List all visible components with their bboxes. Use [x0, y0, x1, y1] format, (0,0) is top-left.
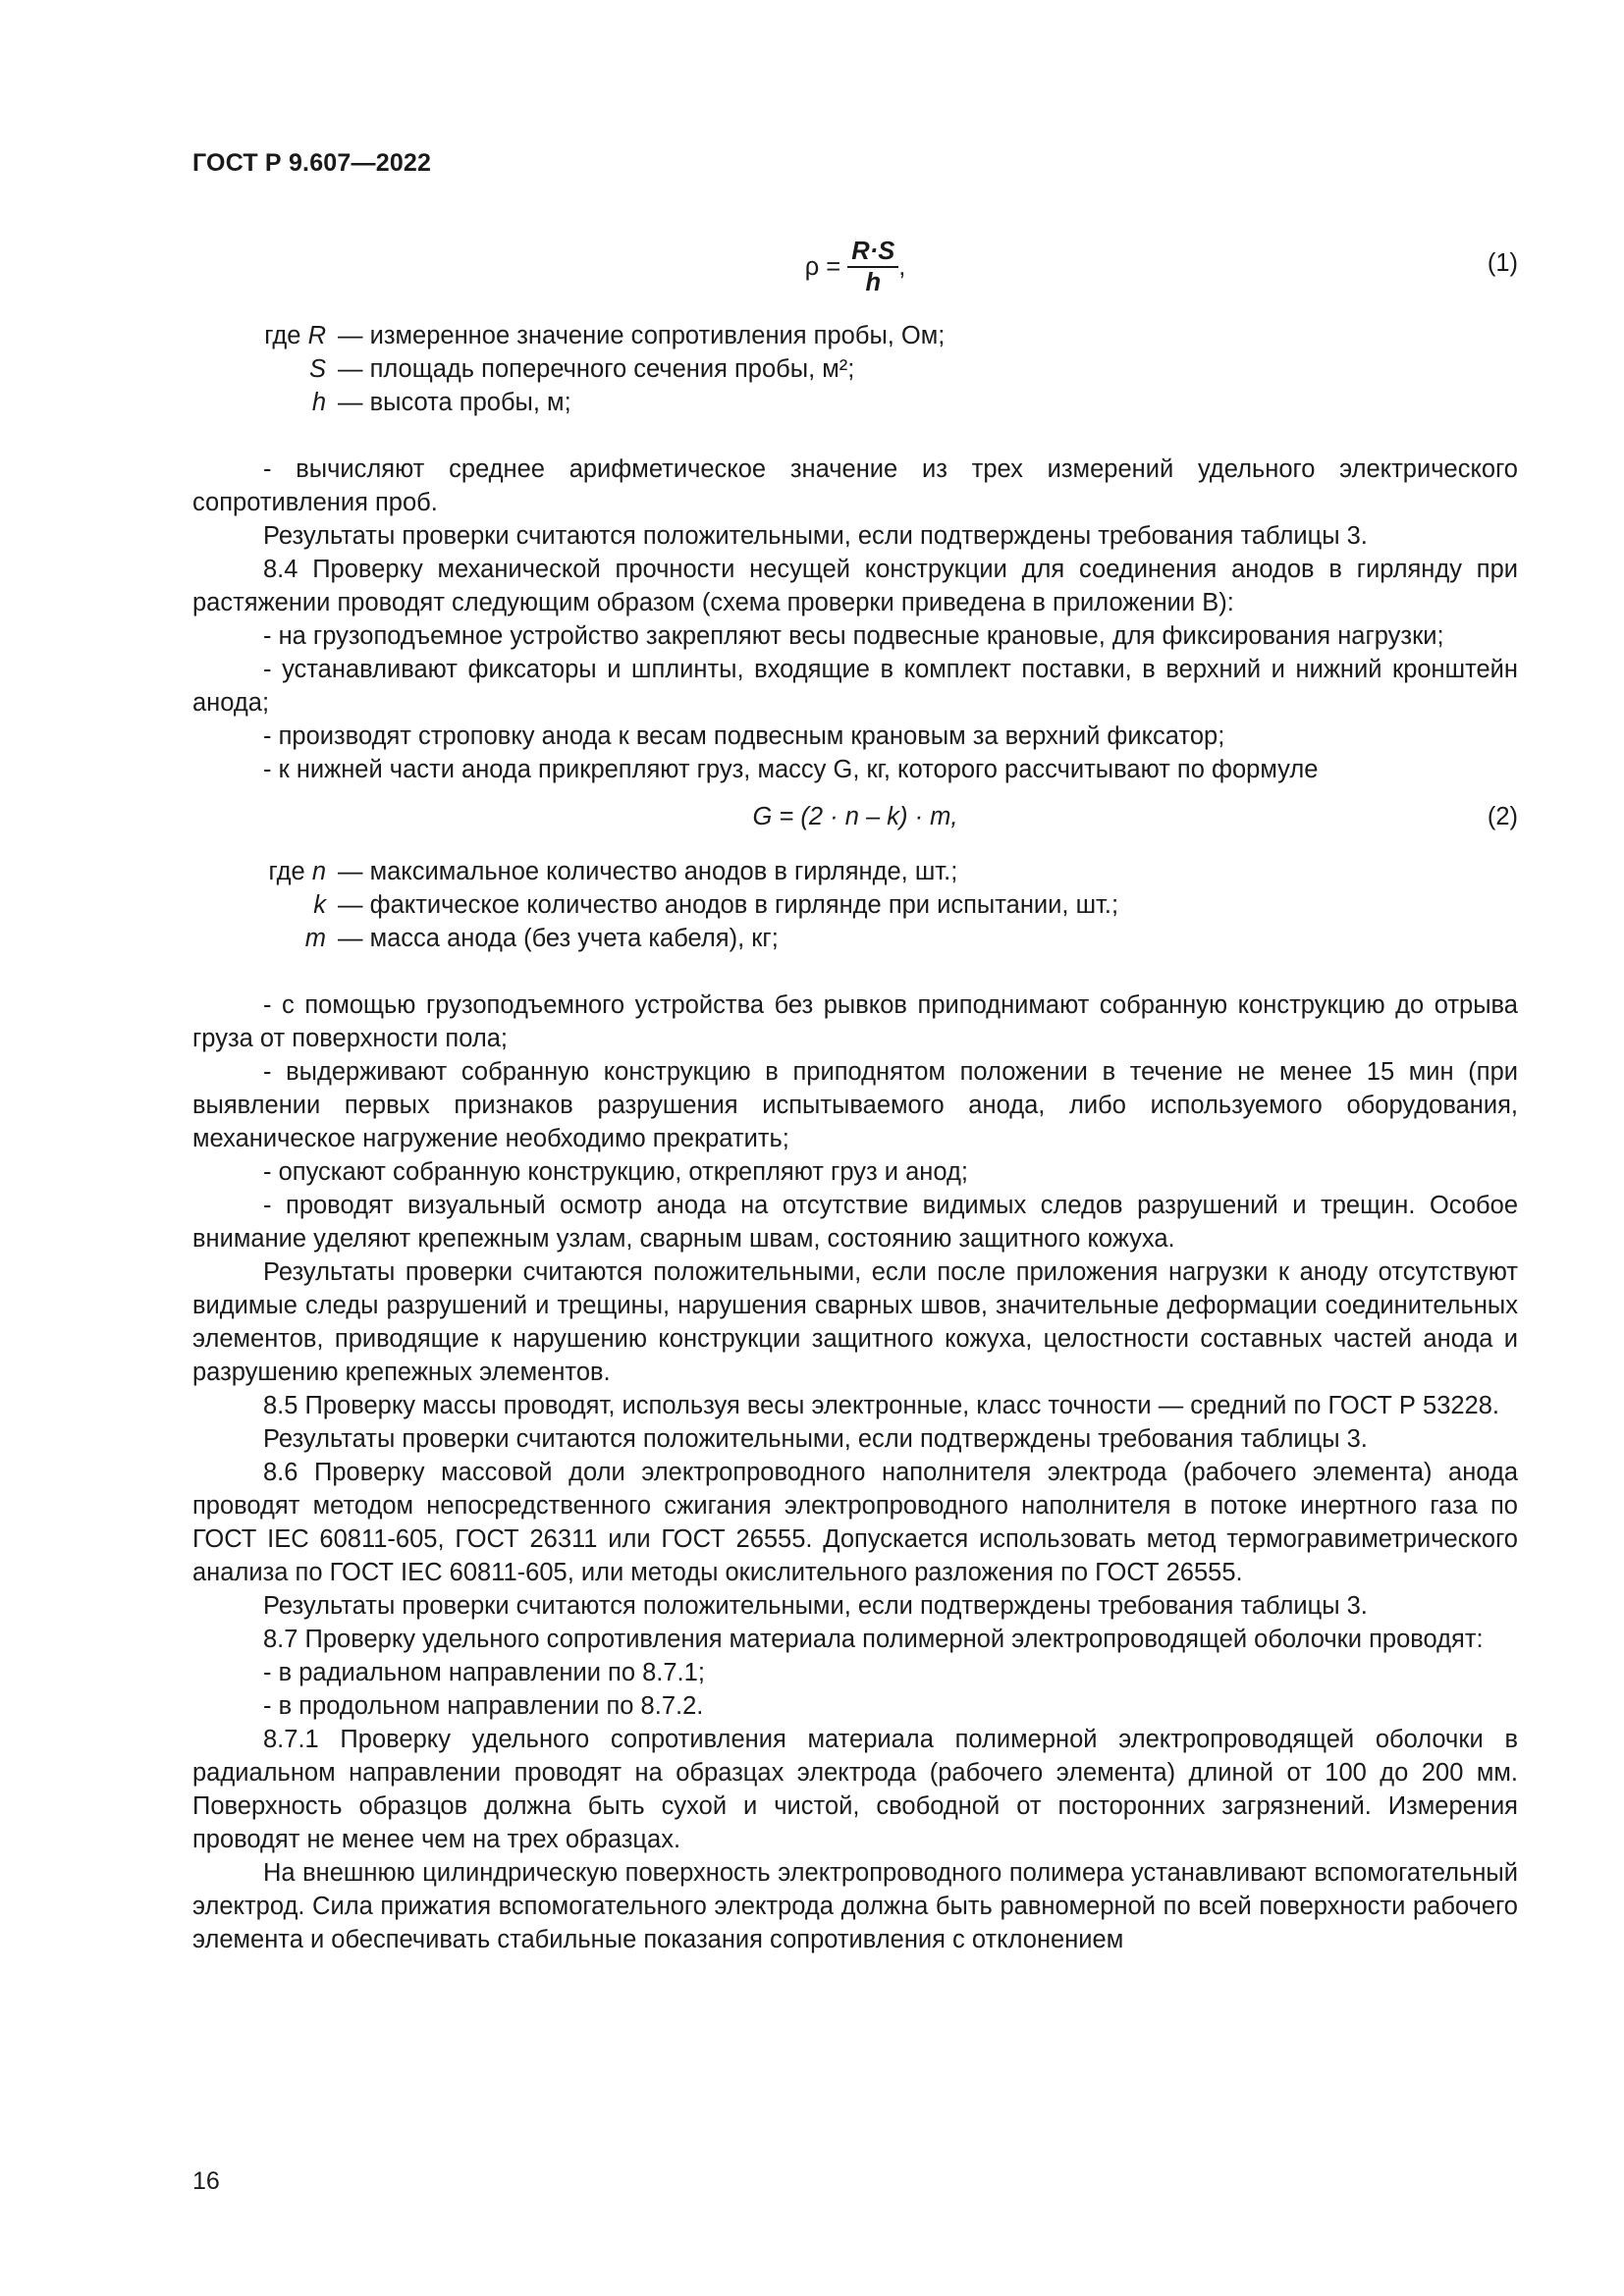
paragraph: - в продольном направлении по 8.7.2. — [263, 1692, 704, 1720]
paragraph: Результаты проверки считаются положительными, если подтверждены требования таблицы 3. — [263, 522, 1368, 550]
eq2-body: G = (2 · n – k) · m, — [752, 803, 958, 830]
paragraph: Результаты проверки считаются положительными, если подтверждены требования таблицы 3. — [263, 1425, 1368, 1453]
paragraph: 8.6 Проверку массовой доли электропроводного наполнителя электрода (рабочего элемента) анода проводят методом непосредственного сжигания электропроводного наполнителя в потоке инертного газа по ГОСТ IEC 60811-605, ГОСТ 26311 или ГОСТ 26555. Допускается использовать метод термогравиметрического анализа по ГОСТ IEC 60811-605, или методы окислительного разложения по ГОСТ 26555. — [192, 1459, 1518, 1586]
where-row — [192, 386, 1518, 419]
where-symbol: S — [308, 355, 326, 383]
where-symbol: R — [307, 322, 326, 349]
paragraph: На внешнюю цилиндрическую поверхность электропроводного полимера устанавливают вспомогательный электрод. Сила прижатия вспомогательного электрода должна быть равномерной по всей поверхности рабочего элемента и обеспечивать стабильные показания сопротивления с отклонением — [192, 1859, 1518, 1953]
paragraph: - проводят визуальный осмотр анода на отсутствие видимых следов разрушений и трещин. Особое внимание уделяют крепежным узлам, сварным швам, состоянию защитного кожуха. — [192, 1192, 1518, 1253]
paragraph: - в радиальном направлении по 8.7.1; — [263, 1659, 705, 1686]
equation-1 — [192, 231, 1518, 319]
paragraph: - к нижней части анода прикрепляют груз, массу G, кг, которого рассчитывают по формуле — [263, 756, 1319, 783]
where-row — [192, 319, 1518, 352]
eq1-number: (1) — [1487, 249, 1518, 277]
paragraph: - производят строповку анода к весам подвесным крановым за верхний фиксатор; — [263, 722, 1225, 750]
where-symbol: n — [311, 858, 326, 885]
where-symbol: h — [311, 389, 326, 416]
where-text: — максимальное количество анодов в гирлянде, шт.; — [338, 858, 958, 885]
eq1-numerator: R·S — [847, 237, 898, 268]
where-symbol: k — [313, 891, 326, 919]
eq1-fraction — [847, 237, 898, 297]
paragraph: 8.7 Проверку удельного сопротивления материала полимерной электропроводящей оболочки проводят: — [263, 1626, 1484, 1653]
where-row — [192, 855, 1518, 888]
where-symbol: m — [304, 925, 326, 952]
eq1-denominator: h — [865, 269, 882, 296]
where-prefix: где — [264, 322, 301, 349]
paragraph: Результаты проверки считаются положительными, если подтверждены требования таблицы 3. — [263, 1592, 1368, 1620]
where-row — [192, 888, 1518, 922]
eq1-lhs: ρ = — [804, 253, 841, 281]
paragraph: 8.4 Проверку механической прочности несущей конструкции для соединения анодов в гирлянду при растяжении проводят следующим образом (схема проверки приведена в приложении В): — [192, 556, 1518, 616]
paragraph: - на грузоподъемное устройство закрепляют весы подвесные крановые, для фиксирования нагрузки; — [263, 622, 1444, 650]
where-text: — высота пробы, м; — [338, 389, 571, 416]
where-prefix: где — [268, 858, 305, 885]
where-text: — измеренное значение сопротивления пробы, Ом; — [338, 322, 946, 349]
paragraph: - устанавливают фиксаторы и шплинты, входящие в комплект поставки, в верхний и нижний кронштейн анода; — [192, 656, 1518, 717]
paragraph: Результаты проверки считаются положительными, если после приложения нагрузки к аноду отсутствуют видимые следы разрушений и трещины, нарушения сварных швов, значительные деформации соединительных элементов, приводящие к нарушению конструкции защитного кожуха, целостности составных частей анода и разрушению крепежных элементов. — [192, 1258, 1518, 1386]
equation-2 — [192, 786, 1518, 855]
where-list-1 — [192, 319, 1518, 419]
where-text: — площадь поперечного сечения пробы, м²; — [338, 355, 855, 383]
eq2-number: (2) — [1487, 803, 1518, 830]
where-list-2 — [192, 855, 1518, 955]
paragraph: 8.5 Проверку массы проводят, используя весы электронные, класс точности — средний по ГОСТ Р 53228. — [263, 1392, 1500, 1419]
paragraph: - выдерживают собранную конструкцию в приподнятом положении в течение не менее 15 мин (при выявлении первых признаков разрушения испытываемого анода, либо используемого оборудования, механическое нагружение необходимо прекратить; — [192, 1058, 1518, 1152]
paragraph: - с помощью грузоподъемного устройства без рывков приподнимают собранную конструкцию до отрыва груза от поверхности пола; — [192, 991, 1518, 1052]
where-row — [192, 922, 1518, 955]
paragraph: 8.7.1 Проверку удельного сопротивления материала полимерной электропроводящей оболочки в радиальном направлении проводят на образцах электрода (рабочего элемента) длиной от 100 до 200 мм. Поверхность образцов должна быть сухой и чистой, свободной от посторонних загрязнений. Измерения проводят не менее чем на трех образцах. — [192, 1726, 1518, 1853]
paragraph: - опускают собранную конструкцию, открепляют груз и анод; — [263, 1158, 968, 1186]
where-text: — фактическое количество анодов в гирлянде при испытании, шт.; — [338, 891, 1119, 919]
page-content — [192, 231, 1518, 1956]
eq1-tail: , — [898, 253, 906, 281]
paragraph: - вычисляют среднее арифметическое значение из трех измерений удельного электрического сопротивления проб. — [192, 455, 1518, 516]
where-row — [192, 352, 1518, 386]
where-text: — масса анода (без учета кабеля), кг; — [338, 925, 779, 952]
document-id: ГОСТ Р 9.607—2022 — [192, 149, 432, 177]
page-number: 16 — [192, 2167, 220, 2195]
